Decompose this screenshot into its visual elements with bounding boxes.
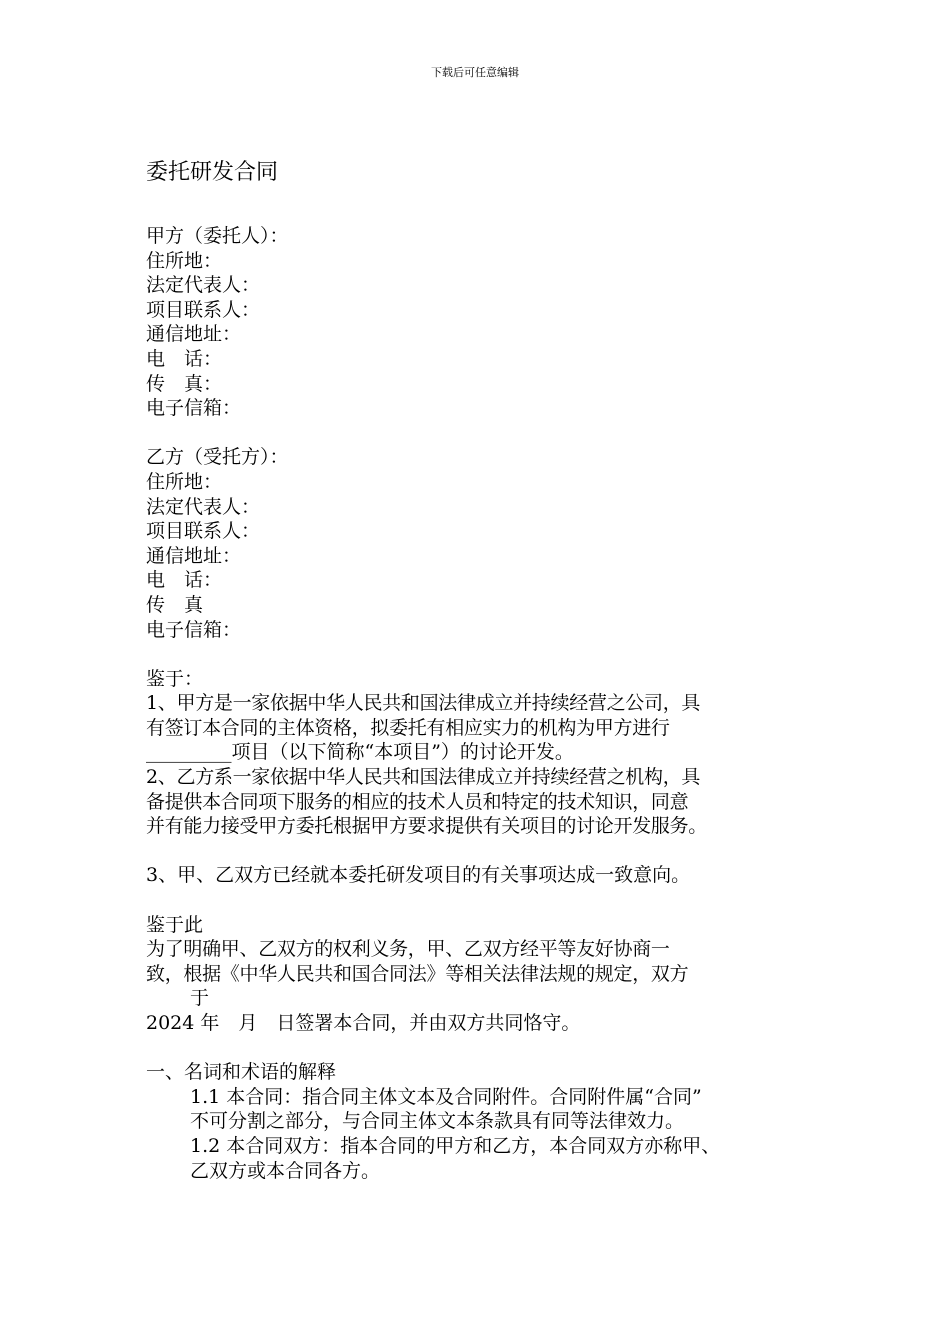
whereas-item-2-line: 并有能力接受甲方委托根据甲方要求提供有关项目的讨论开发服务。 <box>146 815 708 838</box>
party-b-contact-label: 项目联系人： <box>146 520 261 543</box>
party-b-legal-rep-label: 法定代表人： <box>146 495 261 518</box>
clause-1-2-line: 1.2 本合同双方：指本合同的甲方和乙方，本合同双方亦称甲、 <box>190 1134 721 1157</box>
whereas-item-2-line: 2、乙方系一家依据中华人民共和国法律成立并持续经营之机构，具 <box>146 766 701 789</box>
whereas-item-1-line: 有签订本合同的主体资格，拟委托有相应实力的机构为甲方进行 <box>146 716 670 739</box>
spacer <box>146 888 826 913</box>
party-a-legal-rep-label: 法定代表人： <box>146 274 261 297</box>
party-b-phone-label: 电 话： <box>146 569 223 592</box>
clause-1-1-line: 1.1 本合同：指合同主体文本及合同附件。合同附件属“合同” <box>190 1085 702 1108</box>
preamble-signing-date-line: 2024 年 月 日签署本合同，并由双方共同恪守。 <box>146 1012 581 1034</box>
whereas-item-3: 3、甲、乙双方已经就本委托研发项目的有关事项达成一致意向。 <box>146 864 691 887</box>
preamble-heading: 鉴于此 <box>146 913 204 936</box>
section-1-block <box>146 1060 826 1183</box>
contract-body <box>146 224 826 1183</box>
section-1-heading: 一、名词和术语的解释 <box>146 1061 337 1084</box>
clause-1-1-line: 不可分割之部分，与合同主体文本条款具有同等法律效力。 <box>190 1110 685 1133</box>
party-a-block <box>146 224 826 421</box>
party-b-block <box>146 445 826 642</box>
party-a-fax-label: 传 真： <box>146 372 223 395</box>
document-title: 委托研发合同 <box>146 160 279 185</box>
party-a-address-label: 住所地： <box>146 249 223 272</box>
spacer <box>146 421 826 446</box>
preamble-line: 于 <box>190 987 210 1010</box>
party-b-email-label: 电子信箱： <box>146 618 242 641</box>
party-b-address-label: 住所地： <box>146 470 223 493</box>
party-b-fax-label: 传 真 <box>146 593 204 616</box>
whereas-item-2-line: 备提供本合同项下服务的相应的技术人员和特定的技术知识，同意 <box>146 790 689 813</box>
party-a-phone-label: 电 话： <box>146 347 223 370</box>
party-a-contact-label: 项目联系人： <box>146 298 261 321</box>
party-a-heading: 甲方（委托人）： <box>146 225 289 247</box>
whereas-block <box>146 667 826 888</box>
spacer <box>146 839 826 864</box>
whereas-item-1-line: _________项目（以下简称“本项目”）的讨论开发。 <box>146 741 574 764</box>
party-b-heading: 乙方（受托方）： <box>146 446 289 469</box>
whereas-heading: 鉴于： <box>146 667 204 690</box>
clause-1-2-line: 乙双方或本合同各方。 <box>190 1159 381 1182</box>
preamble-line: 致，根据《中华人民共和国合同法》等相关法律法规的规定，双方 <box>146 962 689 985</box>
spacer <box>146 1036 826 1061</box>
preamble-block <box>146 913 826 1036</box>
header-note: 下载后可任意编辑 <box>431 66 519 79</box>
spacer <box>146 642 826 667</box>
party-a-email-label: 电子信箱： <box>146 397 242 420</box>
party-b-mailing-address-label: 通信地址： <box>146 544 242 567</box>
preamble-line: 为了明确甲、乙双方的权利义务，甲、乙双方经平等友好协商一 <box>146 938 670 961</box>
party-a-mailing-address-label: 通信地址： <box>146 323 242 346</box>
whereas-item-1-line: 1、甲方是一家依据中华人民共和国法律成立并持续经营之公司，具 <box>146 692 701 715</box>
